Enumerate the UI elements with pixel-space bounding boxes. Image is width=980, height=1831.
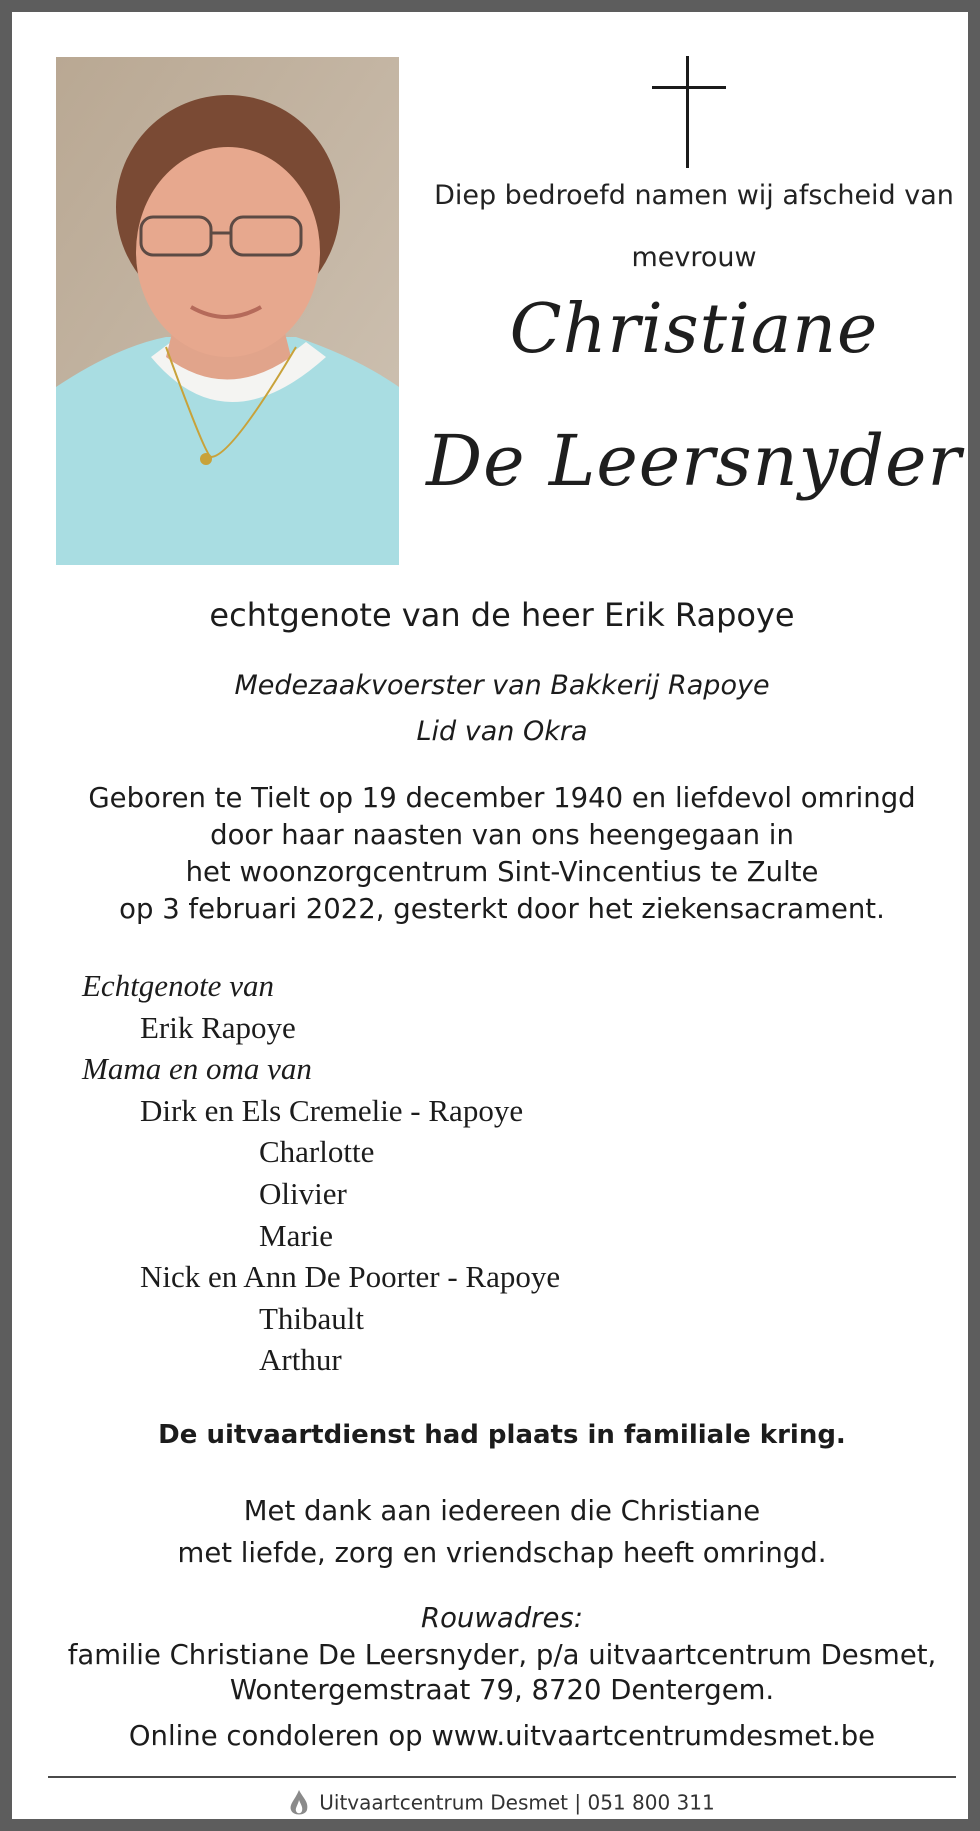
address-title: Rouwadres: [421,1602,583,1634]
family-child: Nick en Ann De Poorter - Rapoye [140,1259,561,1295]
deceased-last-name: De Leersnyder [426,420,962,502]
address-line: Wontergemstraat 79, 8720 Dentergem. [229,1674,775,1706]
service-note: De uitvaartdienst had plaats in familiale kring. [158,1420,846,1450]
footer-divider [48,1776,956,1778]
deceased-first-name: Christiane [509,290,879,369]
bio-line: Geboren te Tielt op 19 december 1940 en liefdevol omringd [88,782,916,814]
cross-icon [652,56,726,168]
family-child: Dirk en Els Cremelie - Rapoye [140,1092,524,1128]
family-grandchild: Charlotte [259,1134,375,1170]
thanks-line: met liefde, zorg en vriendschap heeft omringd. [177,1537,827,1569]
flame-icon [289,1790,309,1818]
spouse-line: echtgenote van de heer Erik Rapoye [209,596,795,634]
footer-separator: | [574,1790,582,1815]
footer-phone: 051 800 311 [587,1790,715,1815]
portrait-photo [56,57,399,565]
biography [42,780,962,928]
intro-text: Diep bedroefd namen wij afscheid van [434,180,954,211]
address [42,1638,962,1708]
honorific: mevrouw [631,242,757,273]
bio-line: door haar naasten van ons heengegaan in [210,819,794,851]
bio-line: het woonzorgcentrum Sint-Vincentius te Zulte [185,856,819,888]
bio-line: op 3 februari 2022, gesterkt door het ziekensacrament. [119,893,885,925]
family-spouse-label: Echtgenote van [82,968,274,1003]
family-list [82,965,560,1381]
thanks-text [42,1490,962,1574]
family-grandchild: Thibault [259,1300,365,1336]
family-grandchild: Arthur [259,1342,342,1378]
family-grandchild: Olivier [259,1175,347,1211]
footer [42,1790,962,1818]
address-line: familie Christiane De Leersnyder, p/a uitvaartcentrum Desmet, [67,1639,937,1671]
thanks-line: Met dank aan iedereen die Christiane [243,1495,761,1527]
footer-company: Uitvaartcentrum Desmet [319,1790,569,1815]
online-condolence: Online condoleren op www.uitvaartcentrumdesmet.be [128,1720,876,1752]
title-line-2: Lid van Okra [416,716,588,747]
family-children-label: Mama en oma van [82,1051,312,1087]
family-grandchild: Marie [259,1217,334,1253]
family-spouse: Erik Rapoye [140,1009,296,1045]
title-line-1: Medezaakvoerster van Bakkerij Rapoye [234,670,770,701]
